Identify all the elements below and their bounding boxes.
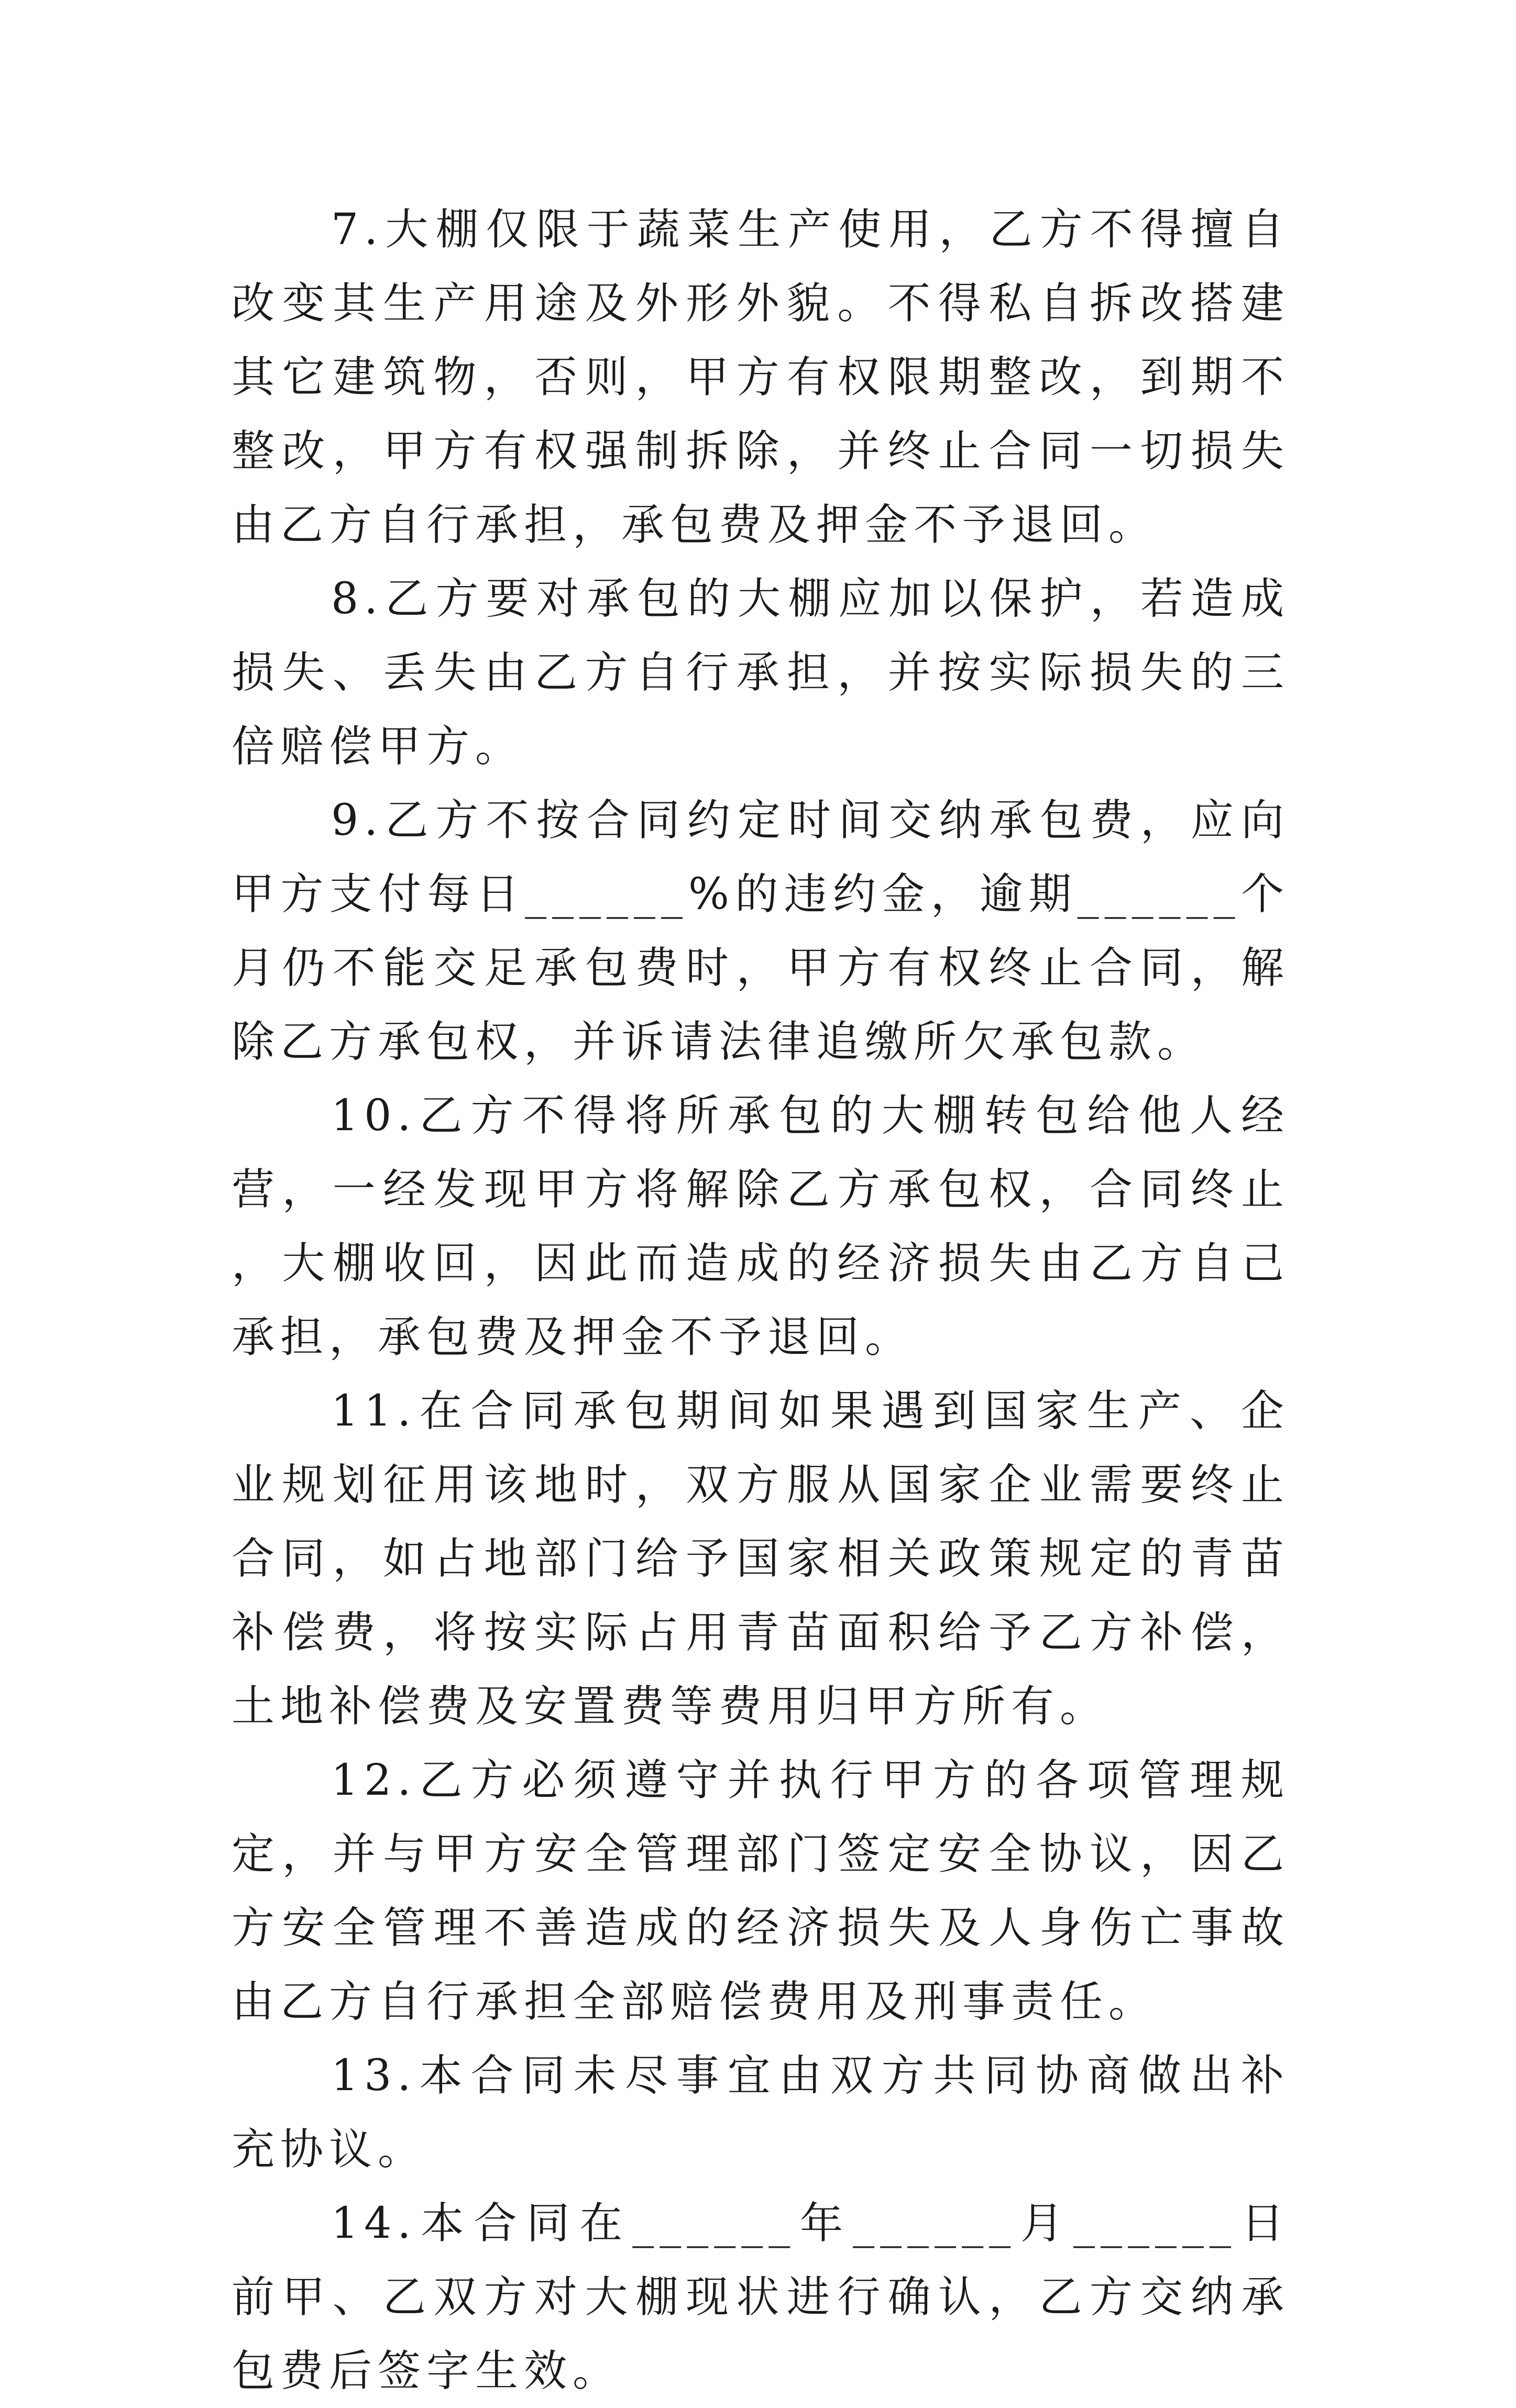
clause-12: 12.乙方必须遵守并执行甲方的各项管理规定，并与甲方安全管理部门签定安全协议，因乙方安全管理不善造成的经济损失及人身伤亡事故由乙方自行承担全部赔偿费用及刑事责任。 xyxy=(232,1755,1290,2027)
clause-9: 9.乙方不按合同约定时间交纳承包费，应向甲方支付每日______%的违约金，逾期______个月仍不能交足承包费时，甲方有权终止合同，解除乙方承包权，并诉请法律追缴所欠承包款。 xyxy=(232,796,1290,1067)
clause-8: 8.乙方要对承包的大棚应加以保护，若造成损失、丢失由乙方自行承担，并按实际损失的三倍赔偿甲方。 xyxy=(232,574,1290,771)
clause-11: 11.在合同承包期间如果遇到国家生产、企业规划征用该地时，双方服从国家企业需要终止合同，如占地部门给予国家相关政策规定的青苗补偿费，将按实际占用青苗面积给予乙方补偿，土地补偿费及安置费等费用归甲方所有。 xyxy=(232,1386,1290,1731)
clause-14: 14.本合同在______年______月______日前甲、乙双方对大棚现状进行确认，乙方交纳承包费后签字生效。 xyxy=(232,2199,1290,2396)
contract-body xyxy=(232,193,1290,2408)
clause-13: 13.本合同未尽事宜由双方共同协商做出补充协议。 xyxy=(232,2051,1290,2174)
clause-10: 10.乙方不得将所承包的大棚转包给他人经营，一经发现甲方将解除乙方承包权，合同终止，大棚收回，因此而造成的经济损失由乙方自己承担，承包费及押金不予退回。 xyxy=(232,1091,1290,1362)
clause-7: 7.大棚仅限于蔬菜生产使用，乙方不得擅自改变其生产用途及外形外貌。不得私自拆改搭建其它建筑物，否则，甲方有权限期整改，到期不整改，甲方有权强制拆除，并终止合同一切损失由乙方自行承担，承包费及押金不予退回。 xyxy=(232,205,1290,550)
